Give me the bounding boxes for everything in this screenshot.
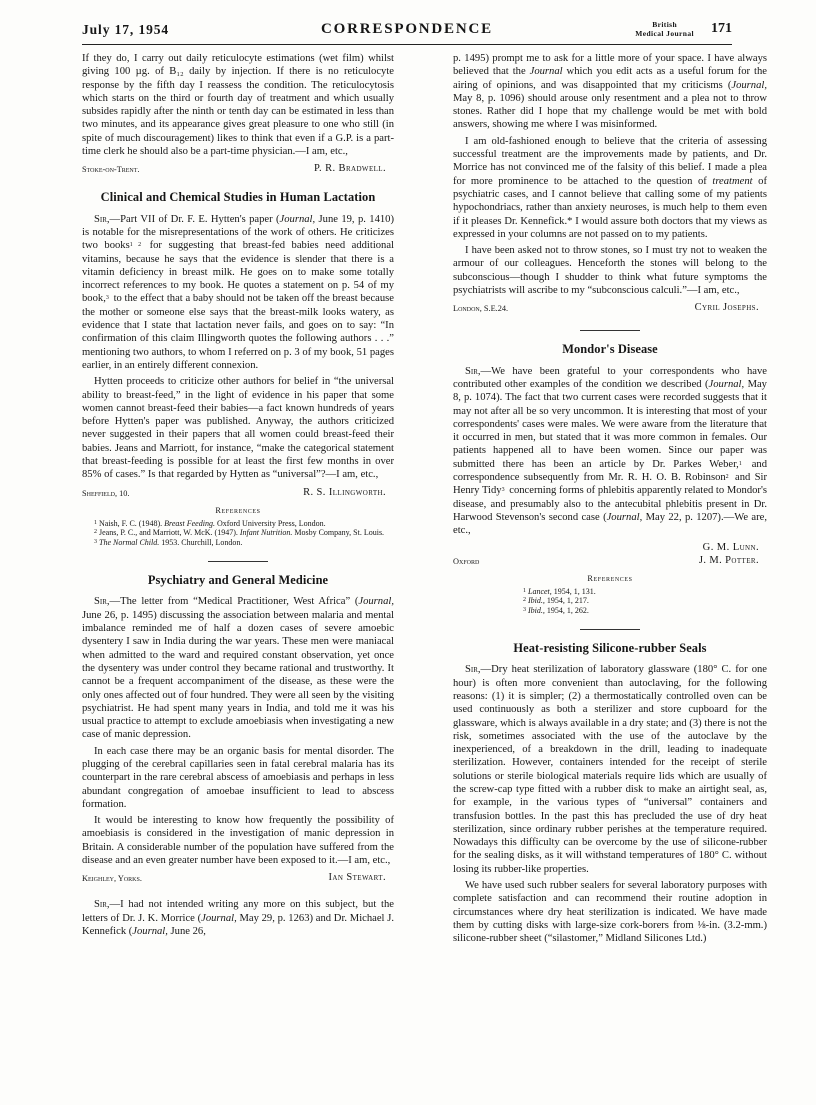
signature-name: G. M. Lunn. bbox=[702, 541, 759, 553]
silicone-paragraph-2: We have used such rubber sealers for several laboratory purposes with complete satisfaction and can recommend their routine adoption in circumstances where dry heat sterilization is indicated. We have made them by cutting disks with large-size cork-borers from ⅛-in. (3.2-mm.) silicone-rubber sheet (“silastomer,” Midland Silicones Ltd.) bbox=[453, 880, 767, 945]
signature bbox=[453, 554, 767, 569]
lactation-paragraph-2: Hytten proceeds to criticize other authors for belief in “the universal ability to breast-feed,” in the light of evidence in his paper that some women cannot breast-feed their babies—a fact known hundreds of years before Hytten's paper was published. Anyway, the authors criticized never suggested in their papers that all women could breast-feed their babies. Jeans and Marriott, for instance, “make the categorical statement that breast-feeding is possible for at least the first few months in over 85% of cases.” Is that regarded by Hytten as “universal”?—I am, etc., bbox=[82, 376, 394, 481]
reference-item: $^2$ Jeans, P. C., and Marriott, W. McK. (1947). Infant Nutrition. Mosby Company, St. Louis. bbox=[94, 528, 385, 538]
josephs-paragraph-3: I have been asked not to throw stones, so I must try not to weaken the armour of our colleagues. Henceforth the stones will belong to the subconscious—though I shudder to think what future symptoms the psychiatrists will ascribe to my “subconscious calculi.”—I am, etc., bbox=[453, 245, 767, 297]
reference-item: $^1$ Naish, F. C. (1948). Breast Feeding. Oxford University Press, London. bbox=[94, 518, 326, 528]
signature-place: Sheffield, 10. bbox=[82, 488, 130, 498]
reference-item: $^2$ Ibid., 1954, 1, 217. bbox=[523, 596, 589, 606]
signature-name: J. M. Potter. bbox=[698, 554, 759, 566]
section-title: CORRESPONDENCE bbox=[321, 21, 493, 37]
signature-name: R. S. Illingworth. bbox=[303, 486, 386, 498]
page-header bbox=[82, 18, 732, 45]
signature-place: Stoke-on-Trent. bbox=[82, 165, 140, 175]
signature-place: Oxford bbox=[453, 556, 480, 566]
signature-name: P. R. Bradwell. bbox=[313, 163, 386, 175]
mondor-paragraph-1: Sir,—We have been grateful to your correspondents who have contributed other examples of the condition we described (Journal, May 8, p. 1074). The fact that two current cases were recorded suggests that it may not after all be so very uncommon. It is interesting that most of your correspondents' cases were males. We were aware from the literature that it occurred in men, but stated that it was more common in females. Our patients happened all to have been women. Since our paper was submitted there has been an article by Dr. Parkes Weber,$^1$ and correspondence subsequently from Mr. R. H. O. B. Robinson$^2$ and Sir Henry Tidy$^3$ concerning forms of phlebitis apparently related to Mondor's disease, and presumably also to the antecubital phlebitis present in Dr. Harwood Stevenson's second case (Journal, May 22, p. 1207).—We are, etc., bbox=[453, 365, 767, 537]
references-heading: References bbox=[215, 505, 261, 515]
letter-heading-lactation: Clinical and Chemical Studies in Human Lactation bbox=[100, 190, 376, 205]
silicone-paragraph-1: Sir,—Dry heat sterilization of laboratory glassware (180° C. for one hour) is often more convenient than autoclaving, for the following reasons: (1) it is simpler; (2) a thermostatically controlled oven can be used continuously as both a sterilizer and store cupboard for the glassware, which is always available in a dry state; and (3) there is not the risk, sometimes associated with the use of the autoclave by the inexperienced, of a breakdown in the drill, leading to inadequate sterilization. However, containers intended for the receipt of sterile solutions or sterile biological materials require lids which are usually of the screw-cap type fitted with a rubber disk to make an airtight seal, as, for example, in the various types of “universal” containers and transfusion bottles. In the past this has precluded the use of dry heat sterilization, since ordinary rubber perishes at the temperature required. Nowadays this difficulty can be overcome by the use of silicone-rubber for the sealing disks, as it will withstand temperatures of 180° C. without losing its rubber-like properties. bbox=[453, 664, 767, 875]
signature-name: Ian Stewart. bbox=[328, 872, 386, 884]
reference-item: $^1$ Lancet, 1954, 1, 131. bbox=[523, 586, 596, 596]
signature-place: London, S.E.24. bbox=[453, 304, 509, 314]
references-list bbox=[82, 519, 394, 547]
issue-date: July 17, 1954 bbox=[82, 22, 170, 37]
psychiatry-paragraph-2: In each case there may be an organic basis for mental disorder. The plugging of the cerebral capillaries seen in fatal cerebral malaria has its counterpart in the rare cerebral abscess of amoebiasis and perhaps in less abundant congregation of amoebae insufficient to lead to abscess formation. bbox=[82, 745, 394, 810]
page-number: 171 bbox=[711, 21, 732, 36]
signature-name: Cyril Josephs. bbox=[694, 302, 759, 314]
journal-name-line1: British bbox=[652, 20, 678, 29]
signature bbox=[453, 301, 767, 316]
josephs-paragraph-1-start: Sir,—I had not intended writing any more on this subject, but the letters of Dr. J. K. Morrice (Journal, May 29, p. 1263) and Dr. Michael J. Kennefick (Journal, June 26, bbox=[82, 899, 395, 937]
reference-item: $^3$ Ibid., 1954, 1, 262. bbox=[523, 605, 589, 615]
signature bbox=[82, 871, 394, 886]
lactation-paragraph-1: Sir,—Part VII of Dr. F. E. Hytten's paper (Journal, June 19, p. 1410) is notable for the misrepresentations of the work of others. He criticizes two books$^{1 2}$ for suggesting that breast-fed babies need additional vitamins, because he says that the evidence is slender that there is a vitamin deficiency in breast milk. He goes on to make some totally incorrect references to my book. He quotes a statement on p. 54 of my book,$^3$ to the effect that a baby should not be taken off the breast because the mother or someone else says that the breast-milk looks watery, as evidence that I state that lactation never fails, and goes on to say: “In confirmation of this claim Illingworth quotes the following authors . . .” mentioning two authors, to whom I referred on p. 3 of my book, 51 pages earlier, in an entirely different connexion. bbox=[82, 213, 395, 371]
signature bbox=[82, 162, 394, 177]
journal-name bbox=[635, 20, 694, 38]
letter-heading-mondor: Mondor's Disease bbox=[453, 330, 767, 356]
right-column bbox=[453, 52, 767, 946]
josephs-paragraph-2: I am old-fashioned enough to believe that the criteria of assessing successful treatment are the improvements made by patients, and Dr. Morrice has not convinced me of the falsity of this belief. I made a plea for more prominence to be attached to the question of treatment of psychiatric cases, and I cannot believe that calling some of my patients hypochondriacs, rather than anxiety neuroses, is much help to them even if it pleases Dr. Kennefick.* I would assure both doctors that my views as expressed in your columns are not passed on to my patients. bbox=[453, 135, 767, 240]
letter-heading-psychiatry: Psychiatry and General Medicine bbox=[82, 561, 394, 587]
left-column bbox=[82, 52, 394, 938]
josephs-paragraph-1-cont: p. 1495) prompt me to ask for a little more of your space. I have always believed that the Journal which you edit acts as a useful forum for the airing of opinions, and was disappointed that my criticisms (Journal, May 8, p. 1096) should arouse only resentment and a plea not to throw stones. Rather did I hope that my challenge would be met with bold answers, showing me where I was misinformed. bbox=[453, 53, 767, 131]
references-list bbox=[453, 587, 767, 615]
signature bbox=[82, 486, 394, 501]
psychiatry-paragraph-3: It would be interesting to know how frequently the possibility of amoebiasis is considered in the investigation of manic depression in Britain. A considerable number of the population have suffered from the disease and an even greater number have been exposed to it.—I am, etc., bbox=[82, 815, 394, 867]
signature-place: Keighley, Yorks. bbox=[82, 874, 142, 884]
journal-name-line2: Medical Journal bbox=[635, 29, 694, 38]
psychiatry-paragraph-1: Sir,—The letter from “Medical Practitioner, West Africa” (Journal, June 26, p. 1495) discussing the association between malaria and mental imbalance reminded me of half a dozen cases of severe amoebic dysentery I saw in India during the war years. These men were maniacal when admitted to the ward and required constant observation, yet once the dysentery was under control they became rational and trustworthy. It cannot be a frequent accompaniment of the disease, as these were the only ones affected out of four hundred. They were all seen by the visiting psychiatrist. He had spent many years in India, and told me it was his usual practice to attempt to exclude amoebiasis when investigating a new case of manic depression. bbox=[82, 596, 394, 741]
letter-heading-silicone: Heat-resisting Silicone-rubber Seals bbox=[453, 629, 767, 655]
bradwell-letter-end: If they do, I carry out daily reticulocyte estimations (wet film) whilst giving 100 µg. of B₁₂ daily by injection. If there is no reticulocyte response by the fifth day I reassess the condition. The reticulocytosis which starts on the third or fourth day of treatment and which usually subsides rapidly after the ninth or tenth day can be estimated in less than two minutes, and its appearance gives great pleasure to one who still (in spite of much discouragement) likes to think that even if a G.P. is a part-time clerk he should also be a part-time physician.—I am, etc., bbox=[82, 53, 394, 158]
references-heading: References bbox=[587, 573, 633, 583]
reference-item: $^3$ The Normal Child. 1953. Churchill, London. bbox=[94, 537, 243, 547]
